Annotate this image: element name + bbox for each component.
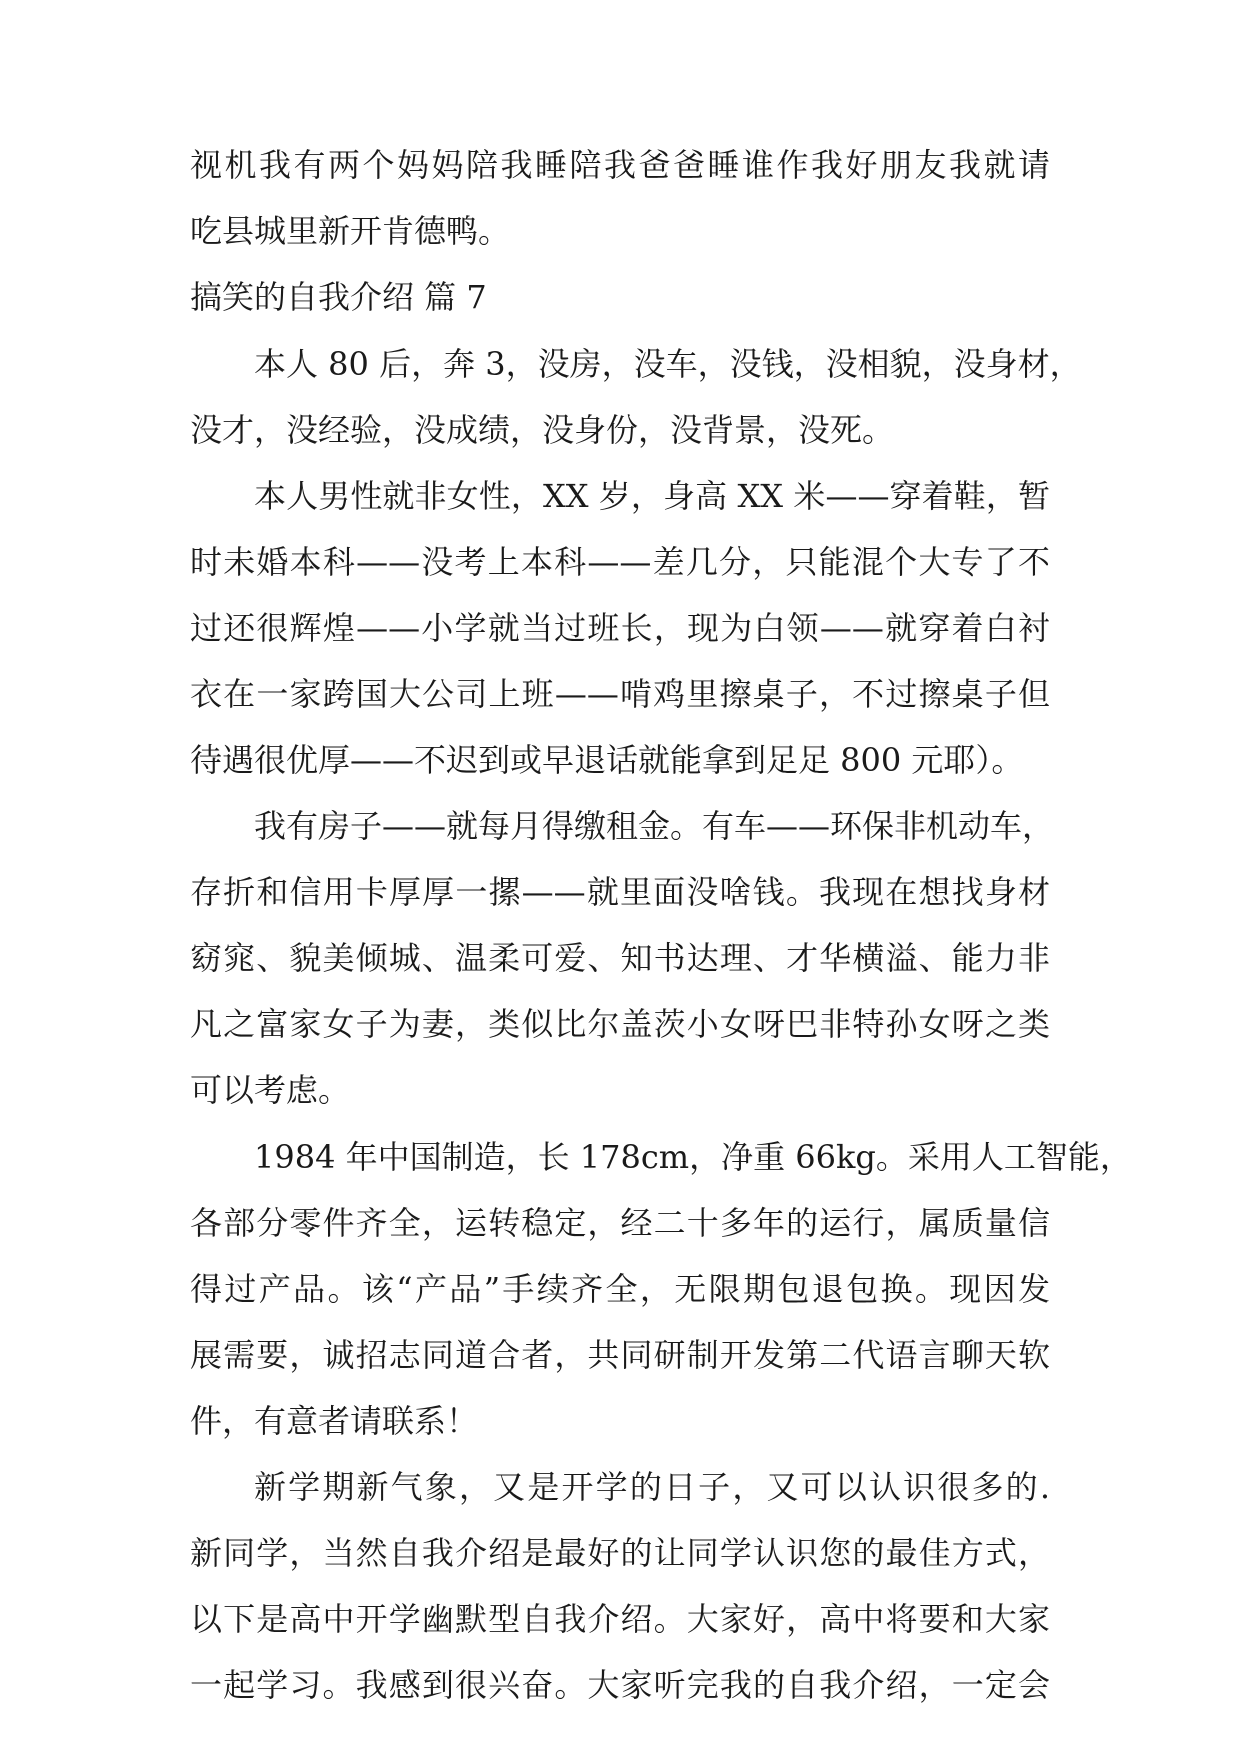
paragraph-first-line: 本人男性就非女性，XX 岁，身高 XX 米——穿着鞋，暂 (254, 477, 1050, 515)
text-line: 存折和信用卡厚厚一摞——就里面没啥钱。我现在想找身材 (190, 873, 1050, 911)
text-line: 展需要，诚招志同道合者，共同研制开发第二代语言聊天软 (190, 1336, 1050, 1374)
text-line: 衣在一家跨国大公司上班——啃鸡里擦桌子，不过擦桌子但 (190, 675, 1050, 713)
text-line: 各部分零件齐全，运转稳定，经二十多年的运行，属质量信 (190, 1204, 1050, 1242)
text-line: 以下是高中开学幽默型自我介绍。大家好，高中将要和大家 (190, 1600, 1050, 1638)
text-line: 新同学，当然自我介绍是最好的让同学认识您的最佳方式， (190, 1534, 1050, 1572)
paragraph-first-line: 我有房子——就每月得缴租金。有车——环保非机动车， (254, 807, 1055, 845)
text-line: 待遇很优厚——不迟到或早退话就能拿到足足 800 元耶）。 (190, 741, 1024, 779)
paragraph-first-line: 1984 年中国制造，长 178cm，净重 66kg。采用人工智能， (254, 1138, 1132, 1176)
text-line: 得过产品。该“产品”手续齐全，无限期包退包换。现因发 (190, 1270, 1050, 1308)
text-line: 可以考虑。 (190, 1071, 351, 1109)
section-heading: 搞笑的自我介绍 篇 7 (190, 278, 487, 316)
text-line: 吃县城里新开肯德鸭。 (190, 212, 511, 250)
text-line: 一起学习。我感到很兴奋。大家听完我的自我介绍，一定会 (190, 1666, 1050, 1704)
text-line: 件，有意者请联系！ (190, 1402, 479, 1440)
text-line: 过还很辉煌——小学就当过班长，现为白领——就穿着白衬 (190, 609, 1050, 647)
text-line: 视机我有两个妈妈陪我睡陪我爸爸睡谁作我好朋友我就请 (190, 146, 1050, 184)
text-line: 窈窕、貌美倾城、温柔可爱、知书达理、才华横溢、能力非 (190, 939, 1050, 977)
text-line: 凡之富家女子为妻，类似比尔盖茨小女呀巴非特孙女呀之类 (190, 1005, 1050, 1043)
text-line: 时未婚本科——没考上本科——差几分，只能混个大专了不 (190, 543, 1050, 581)
paragraph-first-line: 新学期新气象，又是开学的日子，又可以认识很多的. (254, 1468, 1050, 1506)
text-line: 没才，没经验，没成绩，没身份，没背景，没死。 (190, 411, 895, 449)
paragraph-first-line: 本人 80 后，奔 3，没房，没车，没钱，没相貌，没身材， (254, 345, 1082, 383)
